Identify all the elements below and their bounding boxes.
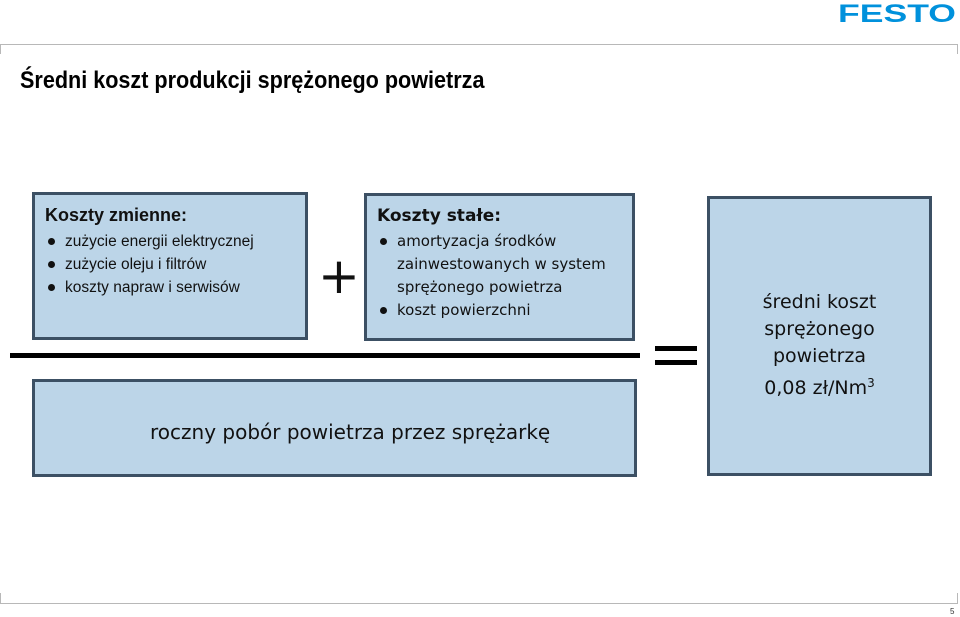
bullet-icon [48,261,55,268]
logo-text: FESTO [838,2,956,24]
result-text [710,289,929,402]
fixed-costs-list [377,230,622,253]
list-item: koszty napraw i serwisów [45,276,295,299]
list-item-continuation: zainwestowanych w system [397,255,606,273]
plus-operator: + [318,247,360,305]
list-item: amortyzacja środków [377,230,622,253]
frame-bottom-line [0,603,958,604]
frame-corner [0,44,1,54]
equals-operator [655,340,697,368]
bullet-icon [48,238,55,245]
denominator-box [32,379,637,477]
result-line: powietrza [772,345,867,367]
variable-costs-heading: Koszty zmienne: [45,205,188,225]
denominator-text: roczny pobór powietrza przez sprężarkę [150,420,551,444]
frame-top-line [0,44,958,45]
variable-costs-list [45,230,295,299]
variable-costs-box [32,192,308,340]
fixed-costs-heading: Koszty stałe: [377,206,502,226]
list-item: zużycie oleju i filtrów [45,253,295,276]
frame-corner [957,593,958,603]
bullet-icon [380,238,387,245]
page-title: Średni koszt produkcji sprężonego powietrza [20,67,485,94]
result-line: średni koszt [762,291,877,313]
bullet-icon [48,284,55,291]
fixed-costs-list-2 [377,299,622,322]
result-line: sprężonego [764,318,875,340]
fraction-bar [10,353,640,358]
equals-bar-bottom [655,360,697,365]
page-number: 5 [950,607,955,616]
result-box [707,196,932,476]
festo-logo [838,2,956,24]
result-value: 0,08 zł/Nm$^3$ [764,376,875,399]
bullet-icon [380,307,387,314]
fixed-costs-box [364,193,635,341]
list-item: zużycie energii elektrycznej [45,230,295,253]
list-item-continuation: sprężonego powietrza [397,278,563,296]
equals-bar-top [655,346,697,351]
frame-corner [957,44,958,54]
frame-corner [0,593,1,603]
list-item: koszt powierzchni [377,299,622,322]
